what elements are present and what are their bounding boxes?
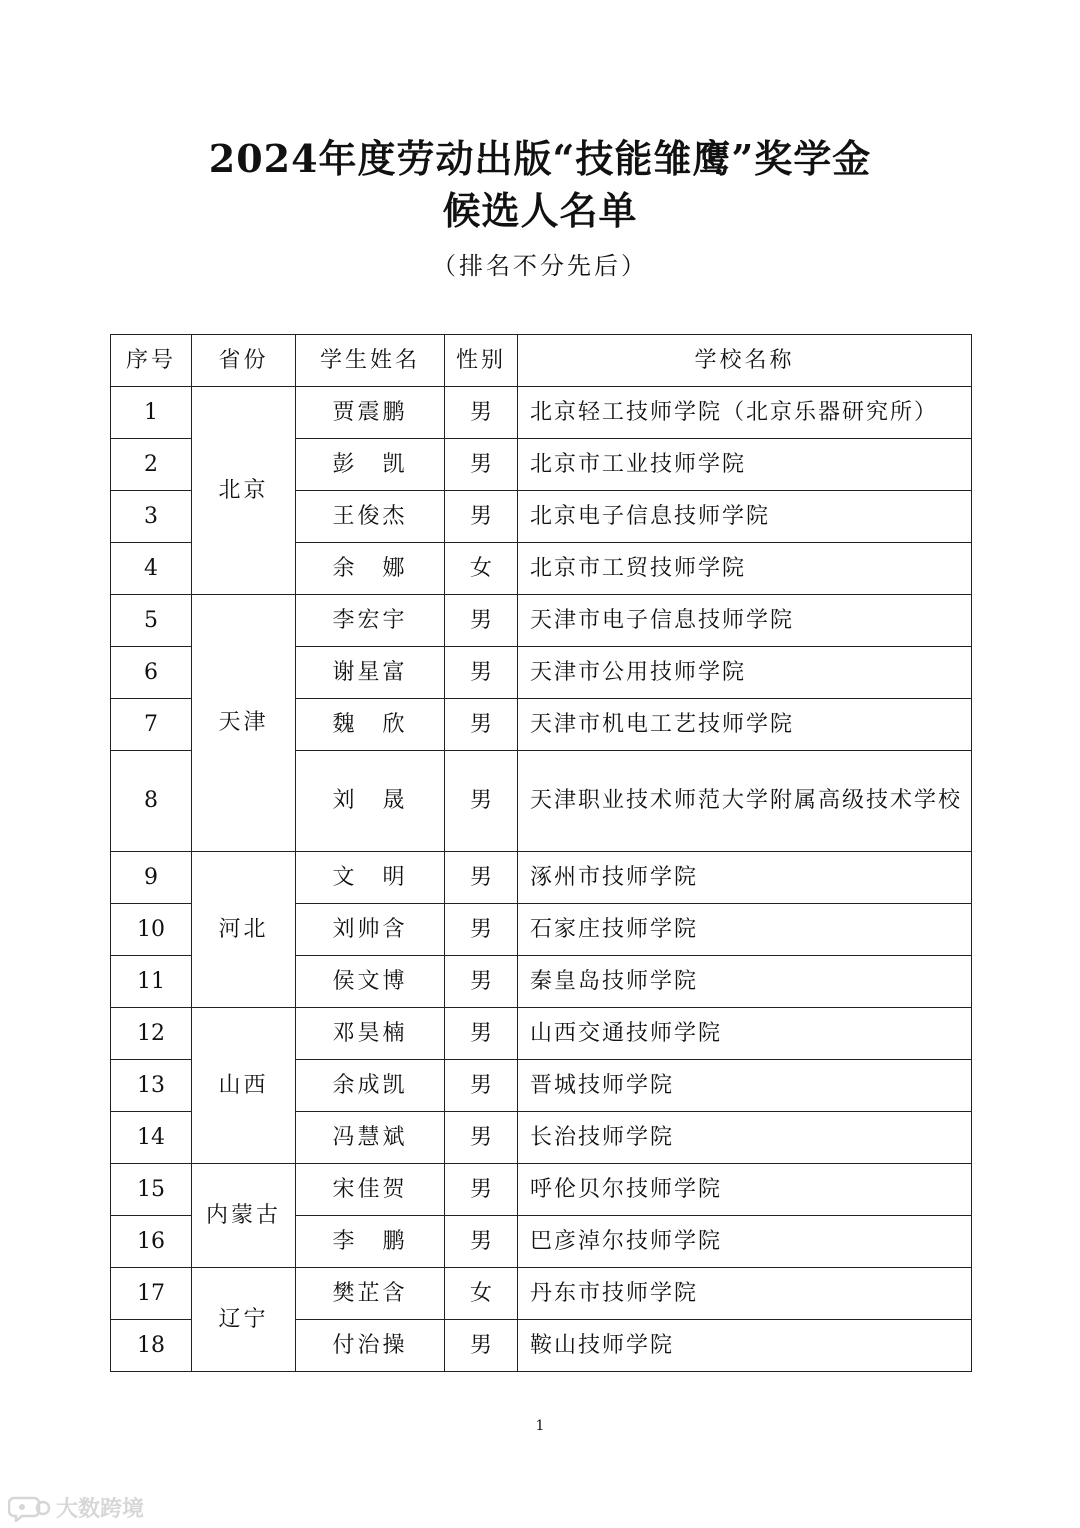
row-number-cell: 16 [111, 1216, 192, 1268]
province-cell: 内蒙古 [192, 1164, 296, 1268]
province-cell: 辽宁 [192, 1268, 296, 1372]
gender-cell: 男 [445, 387, 518, 439]
gender-cell: 男 [445, 904, 518, 956]
gender-cell: 男 [445, 491, 518, 543]
student-name-cell: 魏 欣 [296, 699, 445, 751]
row-number-cell: 3 [111, 491, 192, 543]
row-number-cell: 5 [111, 595, 192, 647]
table-row [111, 595, 972, 647]
student-name-cell: 樊芷含 [296, 1268, 445, 1320]
gender-cell: 男 [445, 1060, 518, 1112]
table-header-row [111, 335, 972, 387]
school-name-cell: 鞍山技师学院 [518, 1320, 972, 1372]
table-row [111, 852, 972, 904]
student-name-cell: 刘 晟 [296, 751, 445, 852]
row-number-cell: 9 [111, 852, 192, 904]
row-number-cell: 17 [111, 1268, 192, 1320]
row-number-cell: 8 [111, 751, 192, 852]
school-name-cell: 天津市电子信息技师学院 [518, 595, 972, 647]
row-number-cell: 11 [111, 956, 192, 1008]
row-number-cell: 12 [111, 1008, 192, 1060]
school-name-cell: 长治技师学院 [518, 1112, 972, 1164]
table-row [111, 1268, 972, 1320]
student-name-cell: 余 娜 [296, 543, 445, 595]
page-number: 1 [535, 1418, 545, 1434]
student-name-cell: 王俊杰 [296, 491, 445, 543]
student-name-cell: 余成凯 [296, 1060, 445, 1112]
candidate-table [110, 334, 972, 1372]
row-number-cell: 7 [111, 699, 192, 751]
header-province: 省份 [192, 335, 296, 387]
school-name-cell: 秦皇岛技师学院 [518, 956, 972, 1008]
school-name-cell: 北京轻工技师学院（北京乐器研究所） [518, 387, 972, 439]
school-name-cell: 巴彦淖尔技师学院 [518, 1216, 972, 1268]
province-cell: 山西 [192, 1008, 296, 1164]
row-number-cell: 15 [111, 1164, 192, 1216]
row-number-cell: 4 [111, 543, 192, 595]
watermark-text: 大数跨境 [56, 1497, 145, 1522]
gender-cell: 男 [445, 1164, 518, 1216]
school-name-cell: 石家庄技师学院 [518, 904, 972, 956]
gender-cell: 女 [445, 1268, 518, 1320]
school-name-cell: 丹东市技师学院 [518, 1268, 972, 1320]
document-subtitle-note: （排名不分先后） [432, 252, 648, 280]
school-name-cell: 北京市工贸技师学院 [518, 543, 972, 595]
school-name-cell: 晋城技师学院 [518, 1060, 972, 1112]
school-name-cell: 天津市公用技师学院 [518, 647, 972, 699]
header-school-name: 学校名称 [518, 335, 972, 387]
gender-cell: 男 [445, 852, 518, 904]
table-row [111, 387, 972, 439]
table-row [111, 1008, 972, 1060]
student-name-cell: 刘帅含 [296, 904, 445, 956]
gender-cell: 男 [445, 1008, 518, 1060]
student-name-cell: 李 鹏 [296, 1216, 445, 1268]
student-name-cell: 邓昊楠 [296, 1008, 445, 1060]
table-row [111, 1164, 972, 1216]
student-name-cell: 李宏宇 [296, 595, 445, 647]
student-name-cell: 宋佳贺 [296, 1164, 445, 1216]
header-gender: 性别 [445, 335, 518, 387]
province-cell: 天津 [192, 595, 296, 852]
student-name-cell: 贾震鹏 [296, 387, 445, 439]
school-name-cell: 北京市工业技师学院 [518, 439, 972, 491]
header-number: 序号 [111, 335, 192, 387]
student-name-cell: 文 明 [296, 852, 445, 904]
gender-cell: 女 [445, 543, 518, 595]
province-cell: 北京 [192, 387, 296, 595]
student-name-cell: 谢星富 [296, 647, 445, 699]
row-number-cell: 1 [111, 387, 192, 439]
watermark [8, 1492, 144, 1523]
row-number-cell: 6 [111, 647, 192, 699]
document-title-line1: 2024年度劳动出版“技能雏鹰”奖学金 [208, 136, 872, 181]
gender-cell: 男 [445, 1216, 518, 1268]
gender-cell: 男 [445, 595, 518, 647]
gender-cell: 男 [445, 1112, 518, 1164]
header-student-name: 学生姓名 [296, 335, 445, 387]
row-number-cell: 13 [111, 1060, 192, 1112]
student-name-cell: 冯慧斌 [296, 1112, 445, 1164]
gender-cell: 男 [445, 751, 518, 852]
gender-cell: 男 [445, 1320, 518, 1372]
gender-cell: 男 [445, 699, 518, 751]
school-name-cell: 天津市机电工艺技师学院 [518, 699, 972, 751]
school-name-cell: 北京电子信息技师学院 [518, 491, 972, 543]
school-name-cell: 涿州市技师学院 [518, 852, 972, 904]
student-name-cell: 付治操 [296, 1320, 445, 1372]
speech-bubble-logo-icon [8, 1494, 52, 1522]
row-number-cell: 10 [111, 904, 192, 956]
gender-cell: 男 [445, 647, 518, 699]
table-body [111, 387, 972, 1372]
row-number-cell: 2 [111, 439, 192, 491]
row-number-cell: 18 [111, 1320, 192, 1372]
student-name-cell: 侯文博 [296, 956, 445, 1008]
gender-cell: 男 [445, 439, 518, 491]
document-title-line2: 候选人名单 [442, 188, 638, 233]
province-cell: 河北 [192, 852, 296, 1008]
school-name-cell: 呼伦贝尔技师学院 [518, 1164, 972, 1216]
school-name-cell: 山西交通技师学院 [518, 1008, 972, 1060]
gender-cell: 男 [445, 956, 518, 1008]
school-name-cell: 天津职业技术师范大学附属高级技术学校 [518, 751, 972, 852]
student-name-cell: 彭 凯 [296, 439, 445, 491]
row-number-cell: 14 [111, 1112, 192, 1164]
